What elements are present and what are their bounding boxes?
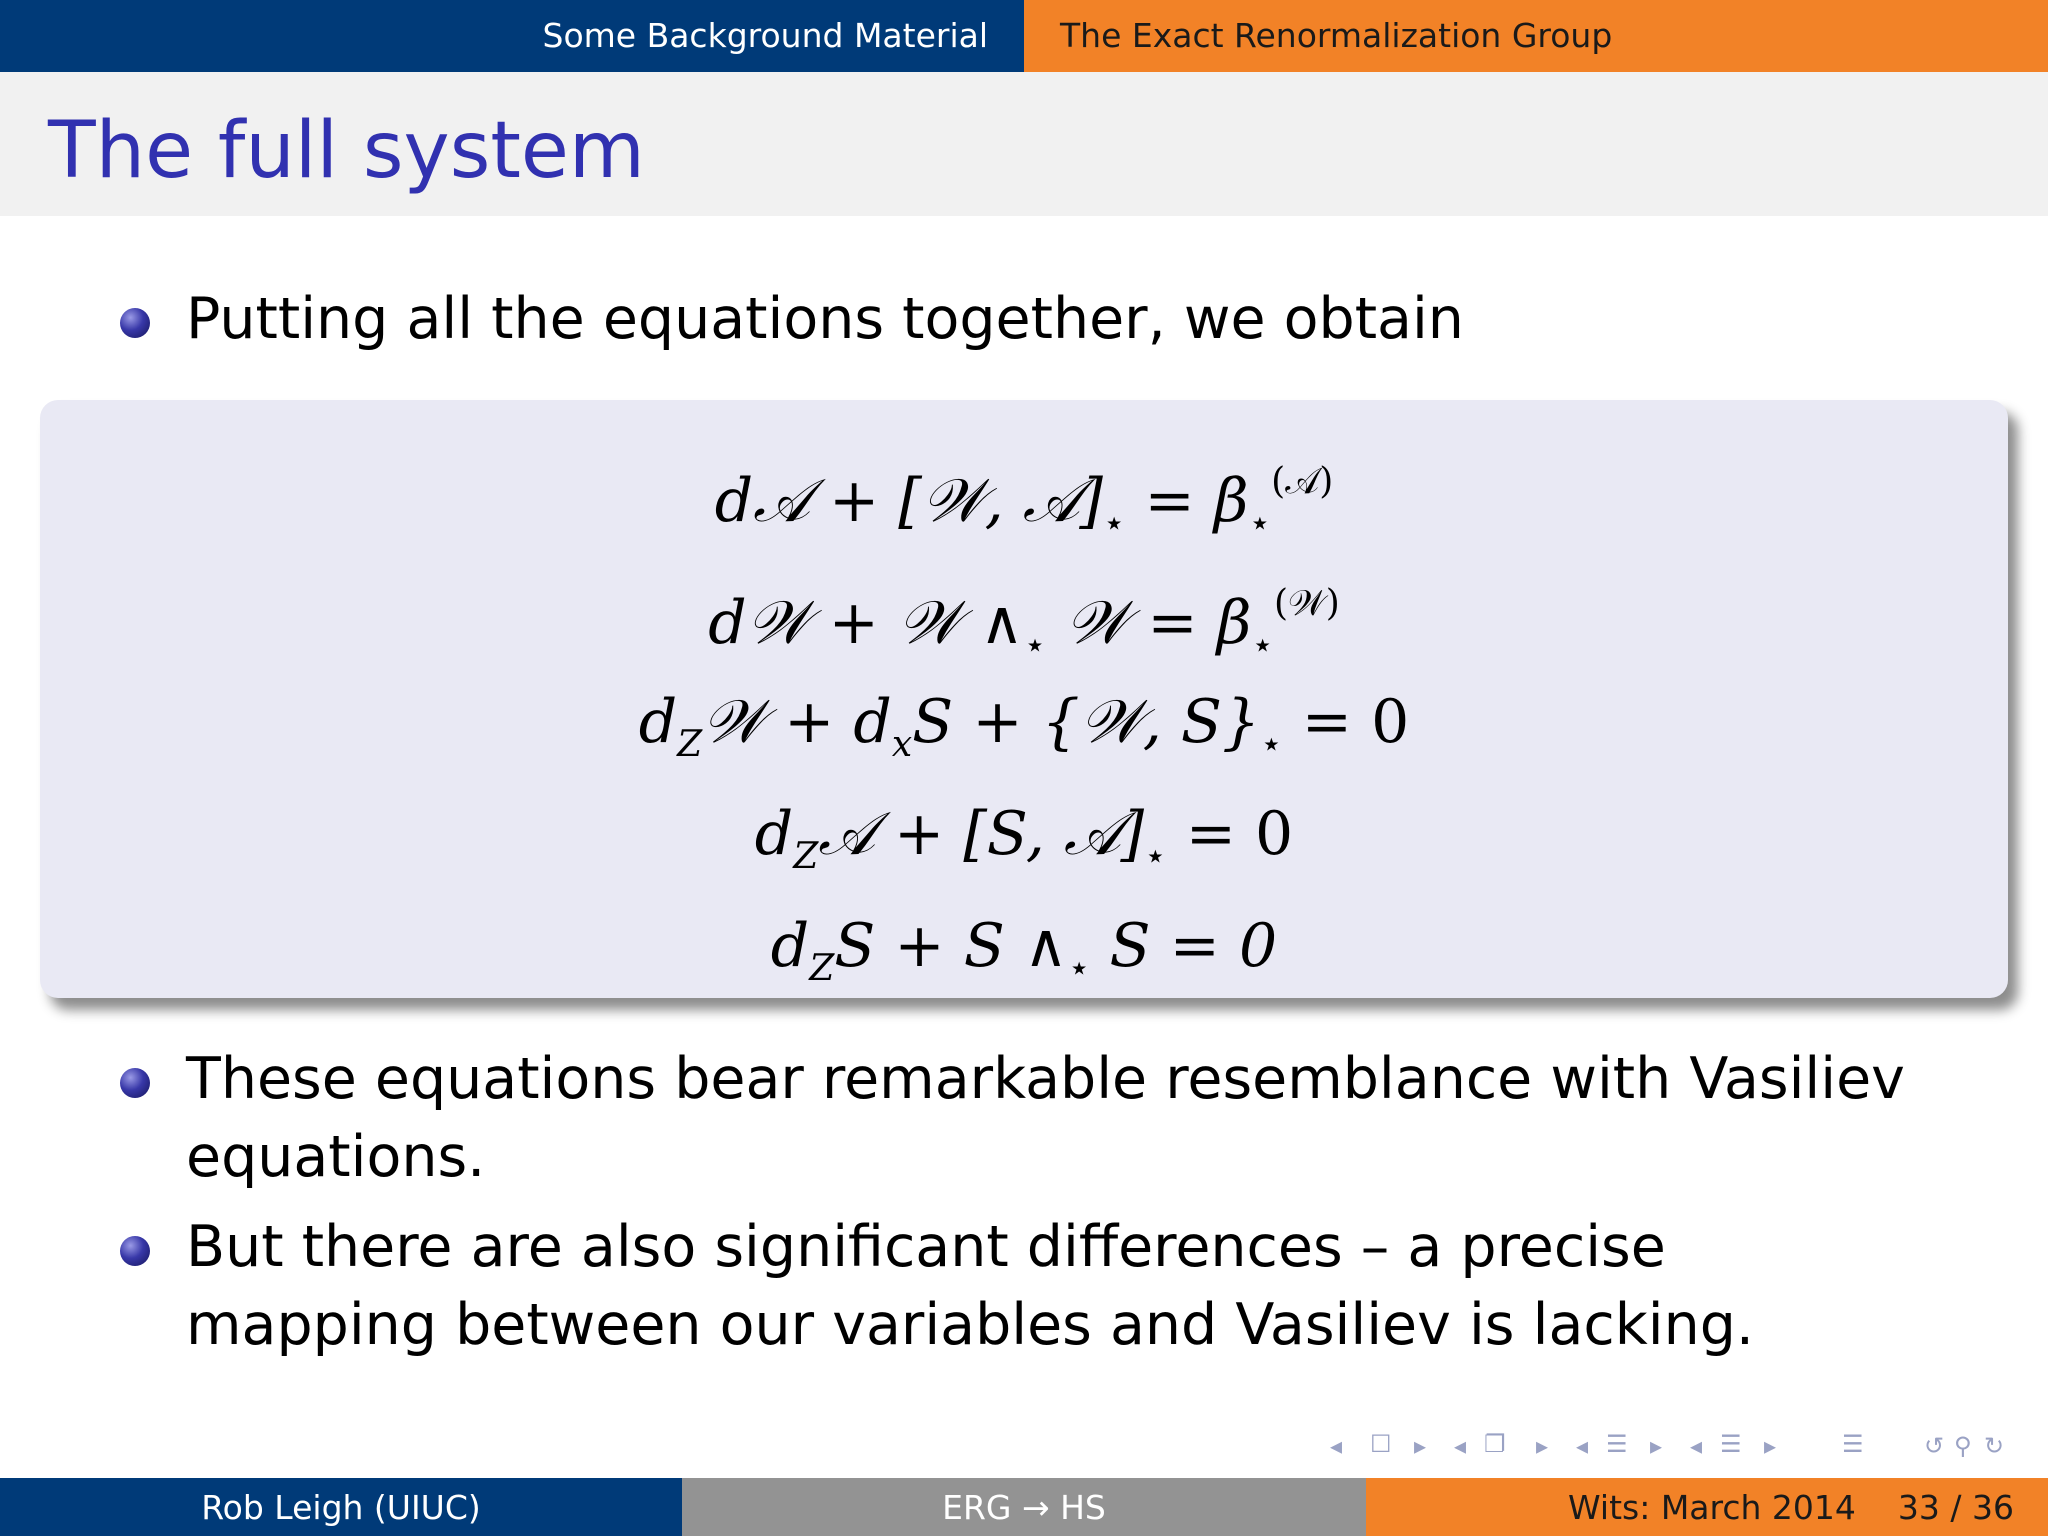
- nav-section-label[interactable]: Some Background Material: [542, 16, 988, 55]
- footer-short-title: ERG → HS: [942, 1488, 1106, 1527]
- nav-search-icon[interactable]: ⚲: [1954, 1432, 1972, 1460]
- nav-section-current[interactable]: [1024, 0, 2048, 72]
- footer-author: Rob Leigh (UIUC): [201, 1488, 481, 1527]
- nav-left-arrow-icon[interactable]: ◂: [1690, 1432, 1703, 1460]
- nav-right-arrow-icon[interactable]: ▸: [1764, 1432, 1777, 1460]
- nav-frame-icon[interactable]: ☐: [1370, 1430, 1392, 1458]
- equation-2: d𝒲 + 𝒲 $\wedge_⋆$ 𝒲 = $\beta_⋆^{(𝒲)}$: [708, 583, 1340, 666]
- equation-3: $d_Z𝒲 + d_xS$ + {𝒲, $S\}_⋆ = 0$: [638, 687, 1410, 765]
- nav-right-arrow-icon[interactable]: ▸: [1536, 1432, 1549, 1460]
- nav-appendix-icon[interactable]: ☰: [1720, 1430, 1742, 1458]
- navigation-symbols: [1330, 1428, 2030, 1468]
- footer-page-number: 33 / 36: [1897, 1488, 2014, 1527]
- equation-4: $d_Z𝒜 + [S$, $𝒜]_⋆ = 0$: [754, 799, 1294, 877]
- footer-date-box: [1366, 1478, 2048, 1536]
- nav-subsection-icon[interactable]: ❐: [1484, 1430, 1506, 1458]
- bullet-text: But there are also significant differences – a precise mapping between our variables and Vasiliev is lacking.: [186, 1214, 1755, 1358]
- nav-right-arrow-icon[interactable]: ▸: [1650, 1432, 1663, 1460]
- footer-event: Wits: March 2014: [1568, 1488, 1856, 1527]
- bullet-text: These equations bear remarkable resemblance with Vasiliev equations.: [186, 1046, 1905, 1190]
- bullet-ball-icon: [120, 308, 150, 338]
- frame-title: The full system: [48, 106, 645, 196]
- top-navigation-bar: [0, 0, 2048, 72]
- equation-block: [40, 400, 2008, 998]
- nav-section-background[interactable]: [0, 0, 1024, 72]
- bullet-ball-icon: [120, 1236, 150, 1266]
- nav-left-arrow-icon[interactable]: ◂: [1576, 1432, 1589, 1460]
- nav-right-arrow-icon[interactable]: ▸: [1414, 1432, 1427, 1460]
- nav-back-icon[interactable]: ↺: [1924, 1432, 1945, 1460]
- nav-document-icon[interactable]: ☰: [1842, 1430, 1864, 1458]
- footer-bar: [0, 1478, 2048, 1536]
- nav-section-icon[interactable]: ☰: [1606, 1430, 1628, 1458]
- nav-section-current-label[interactable]: The Exact Renormalization Group: [1060, 16, 1613, 55]
- bullet-text: Putting all the equations together, we obtain: [186, 286, 1464, 352]
- nav-left-arrow-icon[interactable]: ◂: [1454, 1432, 1467, 1460]
- equation-5: $d_ZS + S$ $\wedge_⋆$ S = 0: [770, 911, 1278, 989]
- equation-1: d𝒜 + [𝒲, $𝒜]_⋆ = \beta_⋆^{(𝒜)}$: [714, 461, 1334, 544]
- footer-title-box: [682, 1478, 1366, 1536]
- nav-left-arrow-icon[interactable]: ◂: [1330, 1432, 1343, 1460]
- frame-title-bar: [0, 72, 2048, 216]
- footer-author-box: [0, 1478, 682, 1536]
- nav-forward-icon[interactable]: ↻: [1984, 1432, 2005, 1460]
- bullet-ball-icon: [120, 1068, 150, 1098]
